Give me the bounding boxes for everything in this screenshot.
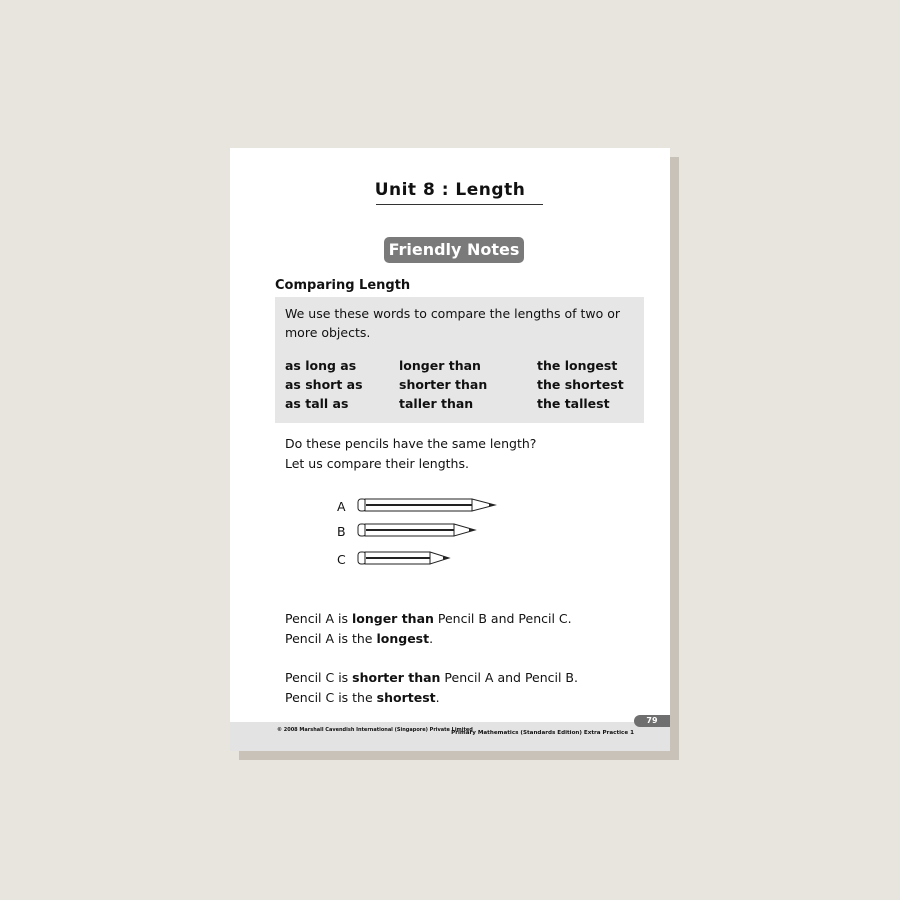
section-heading: Comparing Length (275, 278, 411, 293)
word-taller-than: taller than (399, 396, 474, 411)
pencil-label-b: B (337, 524, 346, 539)
word-shorter-than: shorter than (399, 377, 488, 392)
title-underline (376, 204, 543, 205)
word-the-shortest: the shortest (537, 377, 624, 392)
question-text (285, 434, 536, 474)
result-line-2 (285, 629, 433, 649)
question-line-2: Let us compare their lengths. (285, 456, 469, 471)
word-longer-than: longer than (399, 358, 481, 373)
unit-title: Unit 8 : Length (374, 180, 526, 200)
pencil-b-icon (356, 521, 481, 539)
result-4-post: . (435, 690, 440, 705)
result-line-1 (285, 609, 572, 629)
pencil-c-icon (356, 549, 456, 567)
result-2-post: . (429, 631, 434, 646)
pencil-a-icon (356, 496, 501, 514)
result-4-pre: Pencil C is the (285, 690, 377, 705)
result-3-pre: Pencil C is (285, 670, 353, 685)
result-4-bold: shortest (376, 690, 436, 705)
page-number: 79 (634, 715, 670, 727)
word-the-longest: the longest (537, 358, 618, 373)
result-line-3 (285, 668, 578, 688)
vocabulary-box (275, 297, 644, 423)
workbook-page (230, 148, 670, 751)
result-1-pre: Pencil A is (285, 611, 352, 626)
word-the-tallest: the tallest (537, 396, 610, 411)
result-3-bold: shorter than (352, 670, 441, 685)
word-as-long-as: as long as (285, 358, 357, 373)
result-1-bold: longer than (351, 611, 434, 626)
word-as-tall-as: as tall as (285, 396, 349, 411)
pencil-label-a: A (337, 499, 346, 514)
result-2-bold: longest (376, 631, 430, 646)
vocabulary-intro: We use these words to compare the lengths of two or more objects. (285, 306, 621, 340)
result-2-pre: Pencil A is the (285, 631, 377, 646)
book-title: Primary Mathematics (Standards Edition) Extra Practice 1 (451, 730, 634, 736)
result-line-4 (285, 688, 440, 708)
result-1-post: Pencil B and Pencil C. (433, 611, 572, 626)
friendly-notes-badge: Friendly Notes (384, 237, 524, 263)
question-line-1: Do these pencils have the same length? (285, 436, 537, 451)
pencil-label-c: C (337, 552, 346, 567)
copyright-notice: © 2008 Marshall Cavendish International (Singapore) Private Limited (277, 727, 473, 733)
word-as-short-as: as short as (285, 377, 363, 392)
result-3-post: Pencil A and Pencil B. (440, 670, 578, 685)
